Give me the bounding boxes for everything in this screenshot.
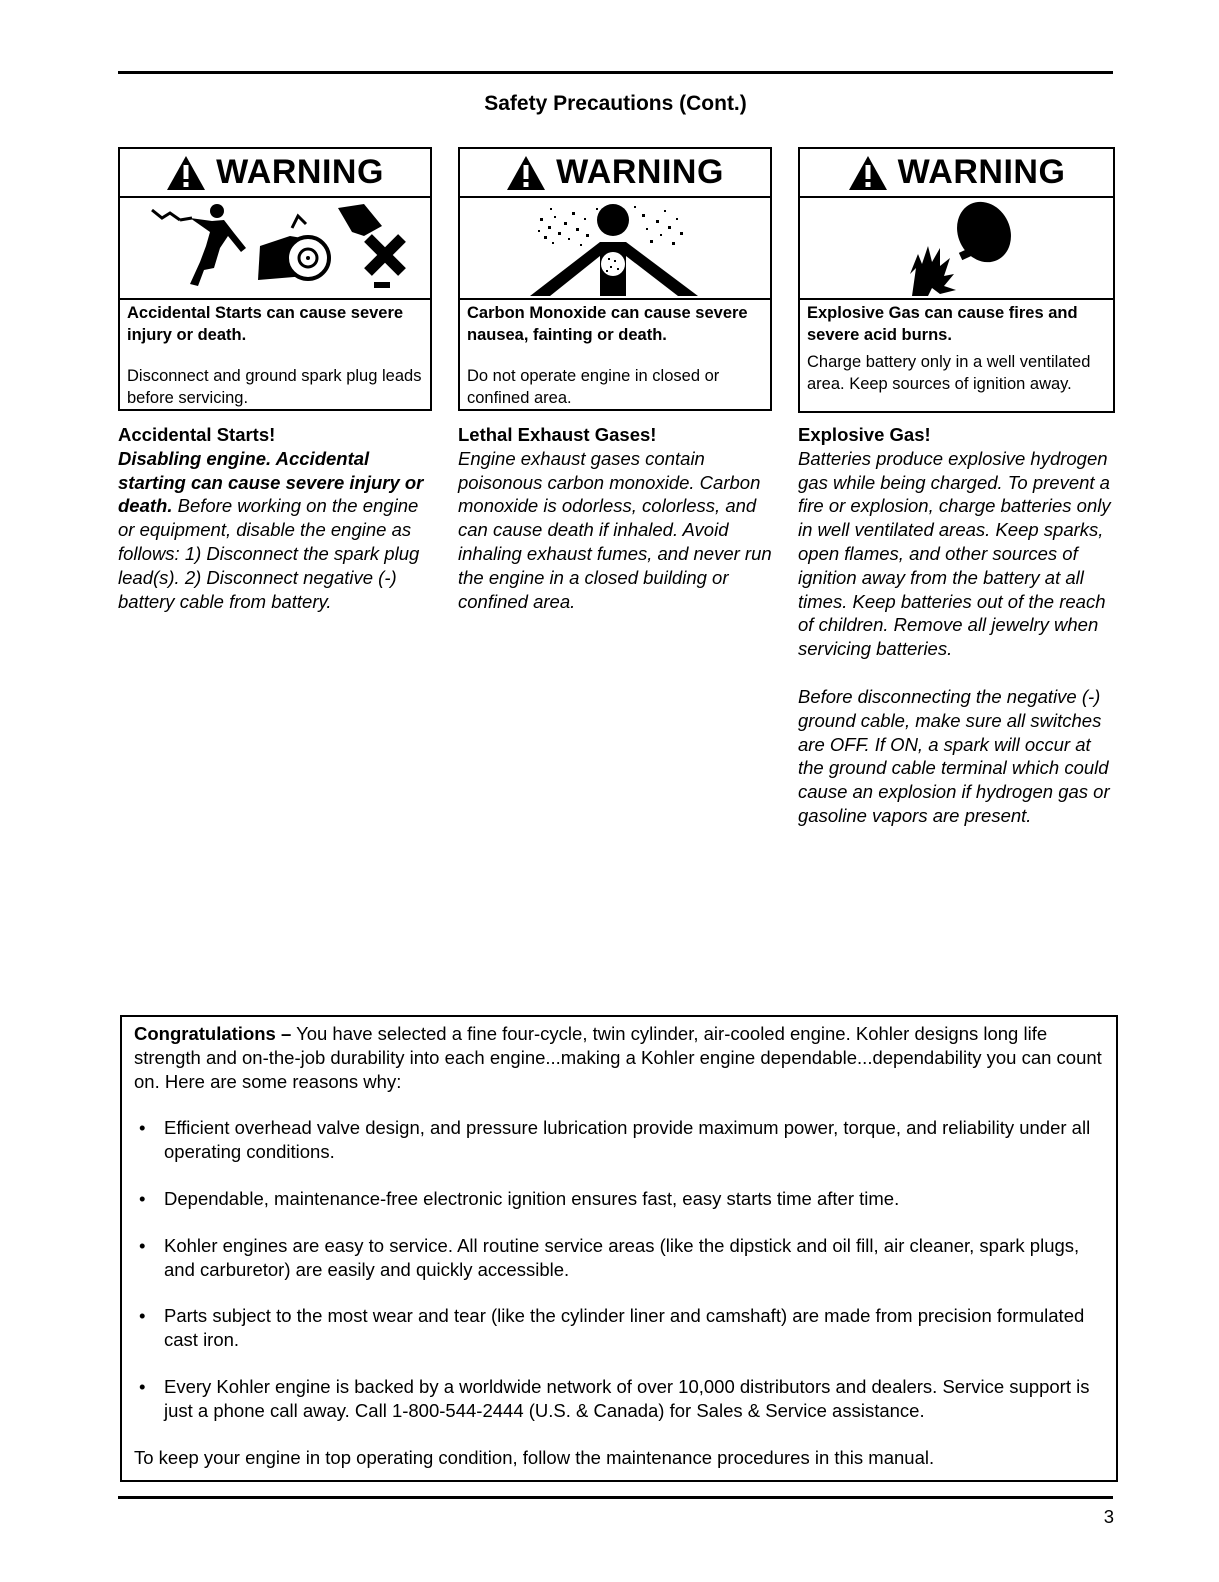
section-heading: Accidental Starts! bbox=[118, 424, 276, 445]
section-text-2: Before disconnecting the negative (-) ground cable, make sure all switches are OFF. If ON, a spark will occur at the ground cable terminal which could cause an explosion if hydrogen gas or gasoline vapors are present. bbox=[798, 685, 1110, 826]
warning-box-accidental-starts bbox=[118, 147, 432, 411]
section-bold-lead: Disabling engine. Accidental starting can cause severe injury or death. bbox=[118, 447, 424, 517]
warning-instruction: Do not operate engine in closed or confined area. bbox=[467, 367, 720, 407]
list-item-text: Every Kohler engine is backed by a worldwide network of over 10,000 distributors and dealers. Service support is just a phone call away. Call 1-800-544-2444 (U.S. & Canada) for Sales & Service assistance. bbox=[164, 1375, 1090, 1421]
section-text: Before working on the engine or equipment, disable the engine as follows: 1) Disconnect the spark plug lead(s). 2) Disconnect negative (-) battery cable from battery. bbox=[118, 495, 420, 612]
section-text: Batteries produce explosive hydrogen gas while being charged. To prevent a fire or explosion, charge batteries only in well ventilated areas. Keep sparks, open flames, and other sources of ignition away from the battery at all times. Keep batteries out of the reach of children. Remove all jewelry when servicing batteries. bbox=[798, 447, 1111, 660]
list-item bbox=[134, 1375, 1104, 1423]
carbon-monoxide-icon bbox=[460, 198, 770, 300]
congrats-intro-text: You have selected a fine four-cycle, twin cylinder, air-cooled engine. Kohler designs long life strength and on-the-job durability into each engine...making a Kohler engine dependable...dependability you can count on. Here are some reasons why: bbox=[134, 1023, 1102, 1092]
list-item bbox=[134, 1116, 1104, 1164]
warning-header bbox=[460, 149, 770, 198]
page-number: 3 bbox=[1103, 1506, 1114, 1527]
warning-box-carbon-monoxide bbox=[458, 147, 772, 411]
list-item bbox=[134, 1304, 1104, 1352]
list-item-text: Kohler engines are easy to service. All routine service areas (like the dipstick and oil fill, air cleaner, spark plugs, and carburetor) are easily and quickly accessible. bbox=[164, 1234, 1080, 1280]
bullet-icon: • bbox=[139, 1305, 146, 1327]
warning-message: Carbon Monoxide can cause severe nausea, fainting or death. bbox=[467, 304, 748, 344]
list-item-text: Parts subject to the most wear and tear (like the cylinder liner and camshaft) are made from precision formulated cast iron. bbox=[164, 1305, 1085, 1351]
warning-label: WARNING bbox=[216, 153, 384, 191]
congrats-closing: To keep your engine in top operating condition, follow the maintenance procedures in this manual. bbox=[134, 1446, 935, 1468]
list-item-text: Dependable, maintenance-free electronic ignition ensures fast, easy starts time after time. bbox=[164, 1187, 900, 1209]
section-body bbox=[118, 447, 438, 614]
congrats-lead: Congratulations – bbox=[134, 1023, 292, 1044]
warning-label: WARNING bbox=[556, 153, 724, 191]
section-heading: Explosive Gas! bbox=[798, 424, 931, 445]
warning-triangle-icon bbox=[166, 155, 206, 191]
bullet-icon: • bbox=[139, 1234, 146, 1256]
bullet-icon: • bbox=[139, 1187, 146, 1209]
list-item bbox=[134, 1234, 1104, 1282]
list-item bbox=[134, 1187, 1104, 1211]
accidental-start-icon bbox=[120, 198, 430, 300]
warning-header bbox=[800, 149, 1113, 198]
bullet-icon: • bbox=[139, 1117, 146, 1139]
section-accidental-starts bbox=[118, 423, 438, 613]
warning-message: Accidental Starts can cause severe injury or death. bbox=[127, 304, 404, 344]
warning-instruction: Charge battery only in a well ventilated area. Keep sources of ignition away. bbox=[807, 353, 1091, 393]
warning-header bbox=[120, 149, 430, 198]
explosive-gas-icon bbox=[800, 198, 1113, 300]
warning-label: WARNING bbox=[897, 153, 1066, 191]
section-text: Engine exhaust gases contain poisonous carbon monoxide. Carbon monoxide is odorless, colorless, and can cause death if inhaled. Avoid inhaling exhaust fumes, and never run the engine in a closed building or confined area. bbox=[458, 447, 772, 612]
bullet-icon: • bbox=[139, 1375, 146, 1397]
section-lethal-exhaust bbox=[458, 423, 778, 613]
section-explosive-gas bbox=[798, 423, 1118, 828]
warning-message: Explosive Gas can cause fires and severe acid burns. bbox=[807, 304, 1078, 344]
section-heading: Lethal Exhaust Gases! bbox=[458, 424, 657, 445]
congratulations-box bbox=[120, 1015, 1118, 1482]
list-item-text: Efficient overhead valve design, and pressure lubrication provide maximum power, torque, and reliability under all operating conditions. bbox=[164, 1117, 1091, 1163]
page-title: Safety Precautions (Cont.) bbox=[484, 92, 747, 115]
congrats-intro bbox=[134, 1022, 1104, 1093]
top-rule bbox=[118, 71, 1113, 74]
bottom-rule bbox=[118, 1496, 1113, 1499]
warning-instruction: Disconnect and ground spark plug leads before servicing. bbox=[127, 367, 422, 407]
warning-triangle-icon bbox=[848, 155, 888, 191]
warning-triangle-icon bbox=[506, 155, 546, 191]
warning-box-explosive-gas bbox=[798, 147, 1115, 413]
